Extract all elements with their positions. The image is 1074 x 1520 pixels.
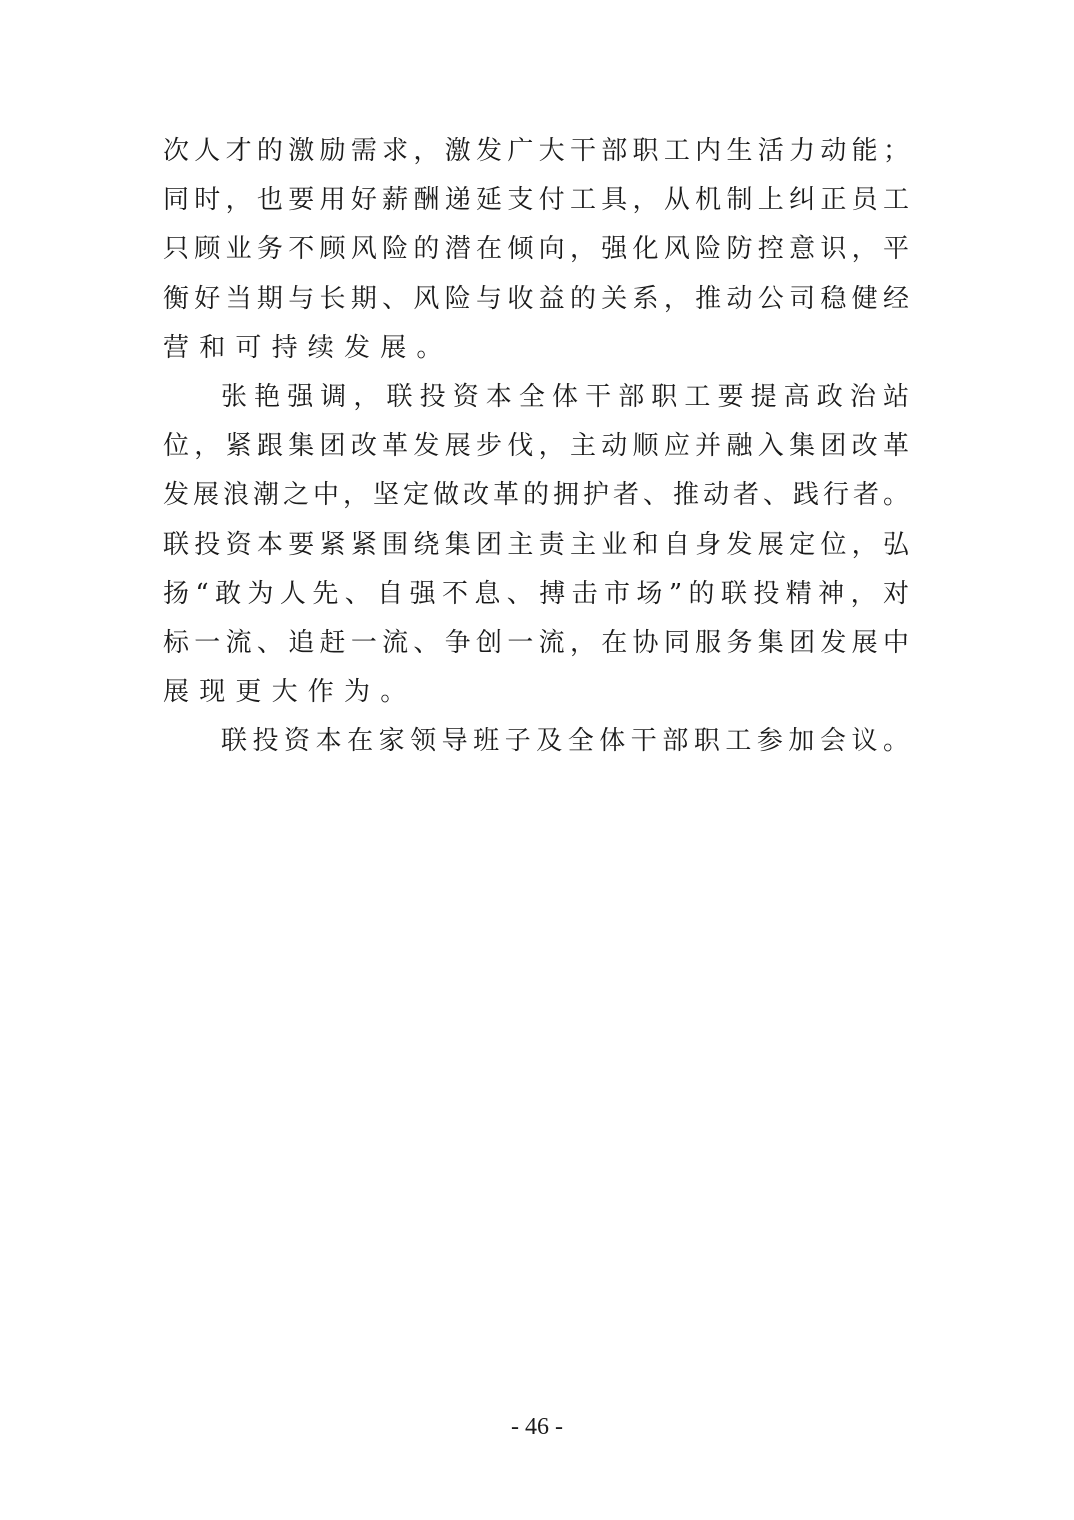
paragraph-line: 发展浪潮之中，坚定做改革的拥护者、推动者、践行者。 [163,480,909,511]
page-number: - 46 - [511,1414,563,1440]
paragraph-line: 张艳强调，联投资本全体干部职工要提高政治站 [221,381,909,412]
paragraph-line: 次人才的激励需求，激发广大干部职工内生活力动能； [163,136,909,166]
paragraph-line: 扬“敢为人先、自强不息、搏击市场”的联投精神，对 [163,578,909,609]
paragraph-line: 联投资本要紧紧围绕集团主责主业和自身发展定位，弘 [163,529,909,560]
paragraph-line: 衡好当期与长期、风险与收益的关系，推动公司稳健经 [163,283,909,314]
paragraph-line: 联投资本在家领导班子及全体干部职工参加会议。 [221,726,909,757]
paragraph-line: 同时，也要用好薪酬递延支付工具，从机制上纠正员工 [163,185,909,216]
paragraph-line: 展现更大作为。 [163,677,417,708]
paragraph-line: 标一流、追赶一流、争创一流，在协同服务集团发展中 [163,627,909,658]
paragraph-line: 位，紧跟集团改革发展步伐，主动顺应并融入集团改革 [163,431,909,462]
body-text [163,127,909,766]
paragraph-line: 营和可持续发展。 [163,332,453,363]
paragraph-line: 只顾业务不顾风险的潜在倾向，强化风险防控意识，平 [163,234,909,265]
